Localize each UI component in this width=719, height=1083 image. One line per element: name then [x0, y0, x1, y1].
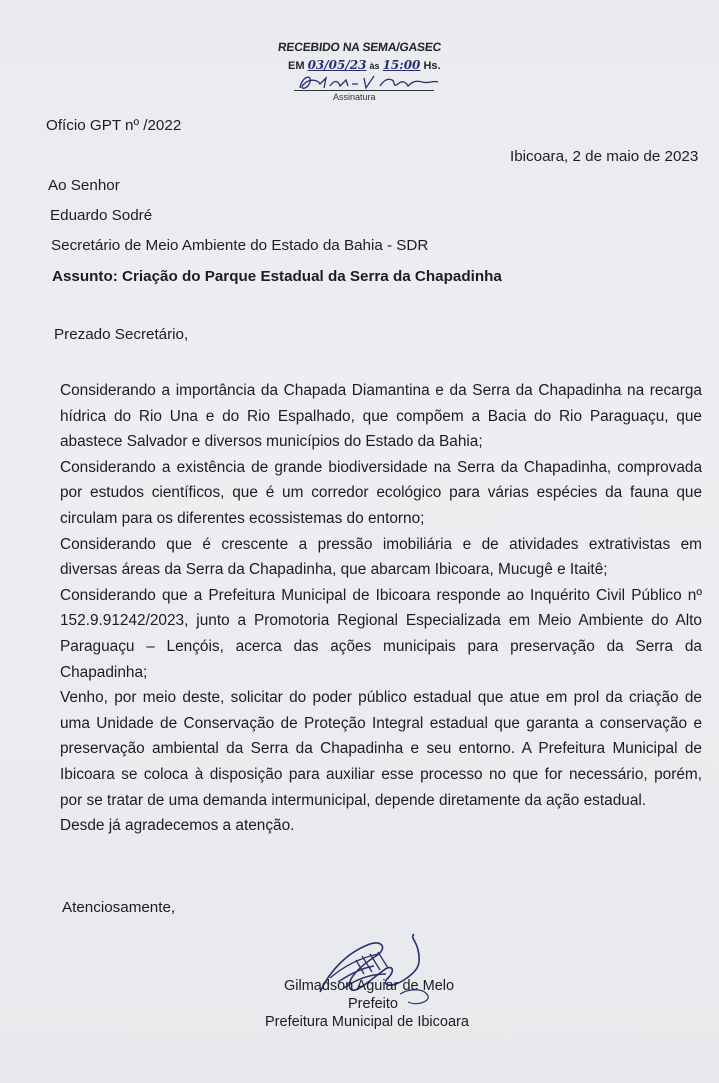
subject-line: Assunto: Criação do Parque Estadual da Serra da Chapadinha — [52, 268, 502, 285]
body-line: Desde já agradecemos a atenção. — [60, 817, 295, 835]
signatory-title: Prefeito — [348, 996, 398, 1012]
addressee-salutation: Ao Senhor — [48, 177, 120, 194]
body-line: Considerando a importância da Chapada Diamantina e da Serra da Chapadinha na recarga — [60, 382, 702, 399]
stamp-signature-line — [294, 90, 434, 91]
body-line: por se tratar de uma demanda intermunicipal, depende diretamente da ação estadual. — [60, 791, 647, 809]
body-line: Venho, por meio deste, solicitar do poder público estadual que atue em prol da criação de — [60, 689, 702, 707]
body-line: Considerando a existência de grande biodiversidade na Serra da Chapadinha, comprovada — [60, 458, 702, 476]
body-line: Considerando que a Prefeitura Municipal de Ibicoara responde ao Inquérito Civil Público nº — [60, 586, 702, 604]
closing: Atenciosamente, — [62, 899, 176, 916]
addressee-role: Secretário de Meio Ambiente do Estado da Bahia - SDR — [51, 237, 429, 254]
stamp-date-line — [288, 58, 441, 72]
stamp-time: 15:00 — [382, 58, 421, 72]
body-line: Ibicoara se coloca à disposição para auxiliar esse processo no que for necessário, porém, — [60, 765, 702, 783]
body-line: Chapadinha; — [60, 663, 148, 681]
body-line: 152.9.91242/2023, junto a Promotoria Regional Especializada em Meio Ambiente do Alto — [60, 612, 702, 630]
addressee-name: Eduardo Sodré — [50, 207, 153, 224]
reception-stamp — [278, 38, 458, 116]
place-date: Ibicoara, 2 de maio de 2023 — [510, 148, 699, 165]
signature-block — [260, 930, 500, 1040]
body-line: por estudos científicos, que é um corredor ecológico para várias espécies da fauna que — [60, 484, 702, 502]
stamp-title: RECEBIDO NA SEMA/GASEC — [277, 40, 442, 54]
stamp-hs-label: Hs. — [423, 60, 441, 72]
body-line: hídrica do Rio Una e do Rio Espalhado, que compõem a Bacia do Rio Paraguaçu, que — [60, 407, 702, 425]
body-line: diversas áreas da Serra da Chapadinha, que abarcam Ibicoara, Mucugê e Itaitê; — [60, 561, 608, 579]
signatory-organization: Prefeitura Municipal de Ibicoara — [265, 1014, 469, 1030]
signatory-name: Gilmadson Aguiar de Melo — [284, 978, 455, 994]
stamp-as-label: às — [369, 61, 380, 71]
oficio-number: Ofício GPT nº /2022 — [46, 117, 182, 134]
body-line: Considerando que é crescente a pressão imobiliária e de atividades extrativistas em — [60, 535, 702, 553]
body-line: circulam para os diferentes ecossistemas do entorno; — [60, 509, 425, 527]
letter-body — [60, 378, 702, 839]
body-line: Paraguaçu – Lençóis, acerca das ações municipais para preservação da Serra da — [60, 637, 702, 655]
greeting: Prezado Secretário, — [54, 326, 189, 343]
body-line: abastece Salvador e diversos municípios do Estado da Bahia; — [60, 433, 483, 451]
stamp-date: 03/05/23 — [307, 58, 367, 72]
body-line: uma Unidade de Conservação de Proteção Integral estadual que garanta a conservação e — [60, 714, 702, 732]
stamp-em-label: EM — [288, 60, 305, 72]
body-line: preservação ambiental da Serra da Chapadinha e seu entorno. A Prefeitura Municipal de — [60, 740, 702, 758]
stamp-signature-label: Assinatura — [333, 92, 376, 102]
